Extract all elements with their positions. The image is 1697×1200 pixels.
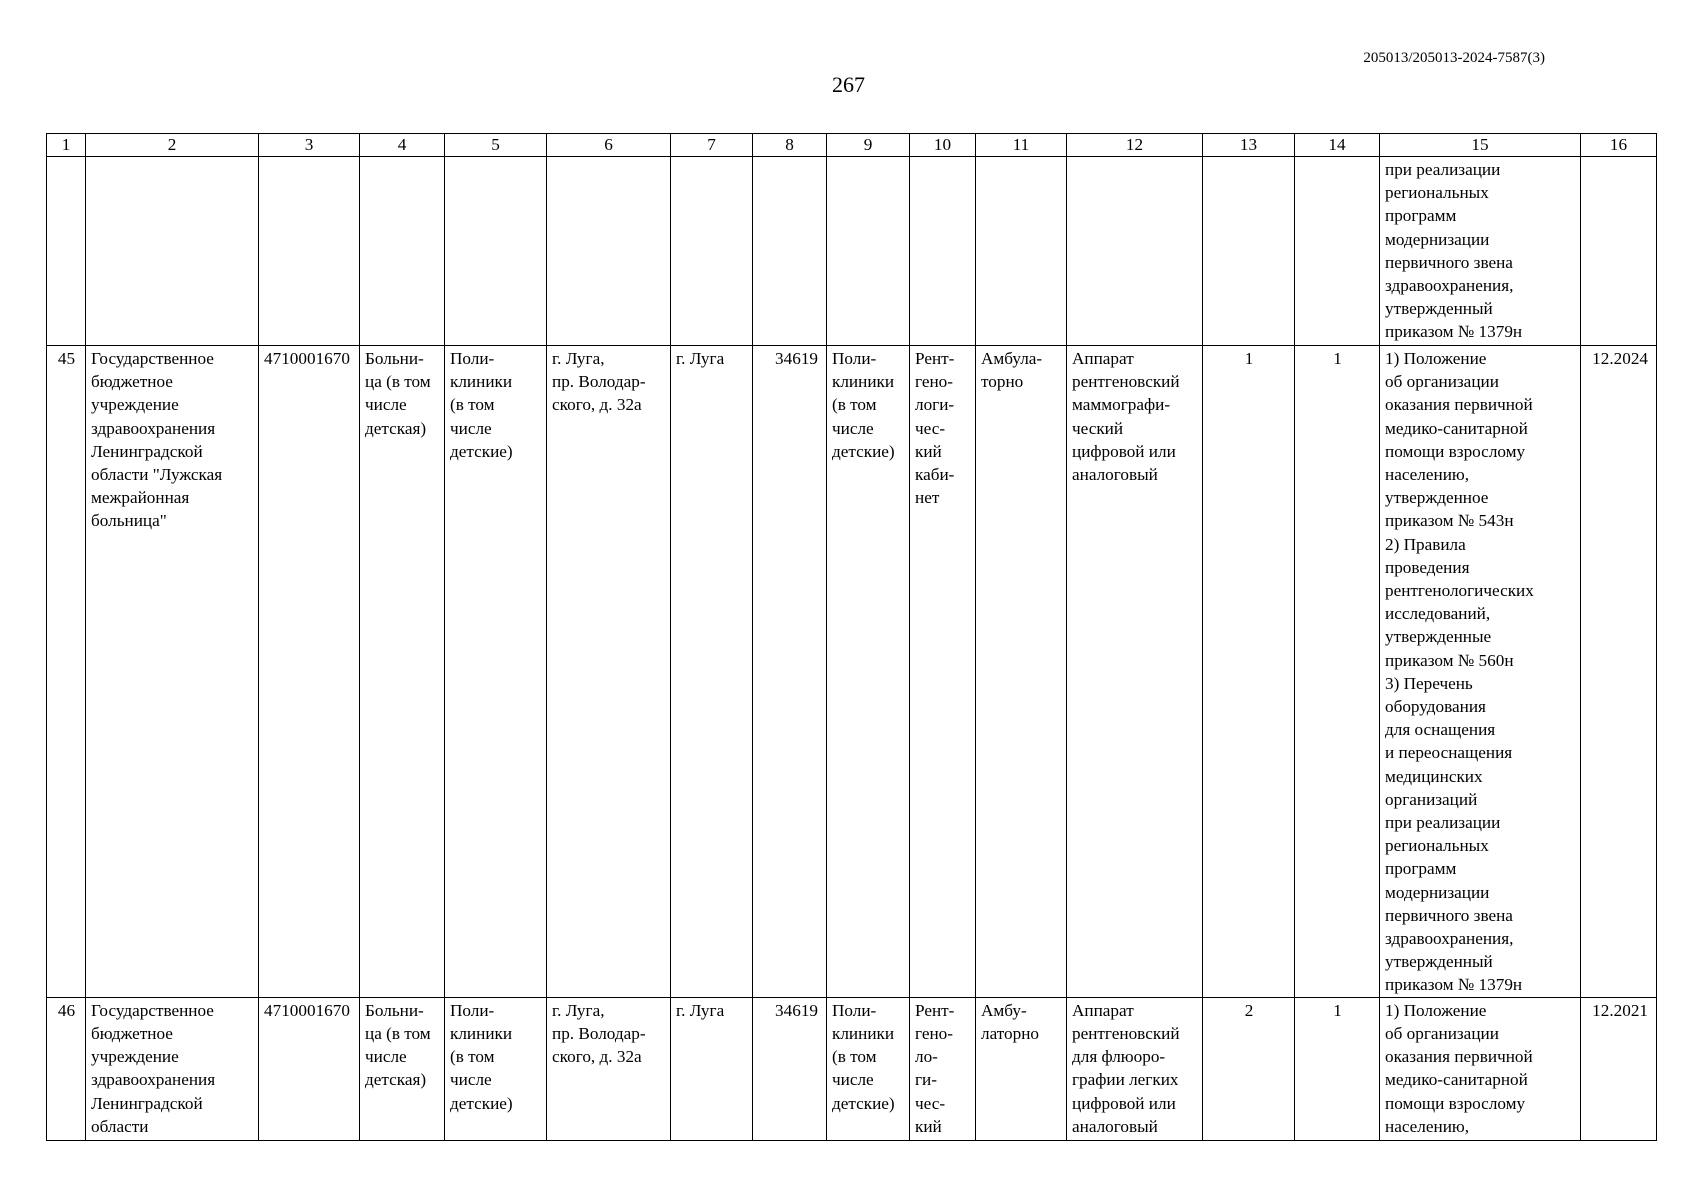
- date-cell: 12.2024: [1581, 346, 1657, 998]
- table-cell: [1203, 157, 1295, 346]
- column-number: 8: [753, 134, 827, 157]
- locality-cell: г. Луга: [671, 346, 753, 998]
- regulatory-basis-cell: 1) Положение об организации оказания первичной медико-санитарной помощи взрослому населению, утвержденное приказом № 543н 2) Правила проведения рентгенологических исследований, утвержденные приказом № 560н 3) Перечень оборудования для оснащения и переоснащения медицинских организаций при реализации региональных программ модернизации первичного звена здравоохранения, утвержденный приказом № 1379н: [1380, 346, 1581, 998]
- organization-type-cell: Больни- ца (в том числе детская): [360, 346, 445, 998]
- column-number: 12: [1067, 134, 1203, 157]
- quantity-cell: 2: [1203, 997, 1295, 1140]
- table-cell: [671, 157, 753, 346]
- table-cell: [1295, 157, 1380, 346]
- column-number: 16: [1581, 134, 1657, 157]
- locality-cell: г. Луга: [671, 997, 753, 1140]
- care-conditions-cell: Амбула- торно: [976, 346, 1067, 998]
- column-number: 14: [1295, 134, 1380, 157]
- table-cell: [259, 157, 360, 346]
- organization-name-cell: Государственное бюджетное учреждение здравоохранения Ленинградской области: [86, 997, 259, 1140]
- column-number: 7: [671, 134, 753, 157]
- table-cell: [910, 157, 976, 346]
- column-number: 6: [547, 134, 671, 157]
- inn-cell: 4710001670: [259, 997, 360, 1140]
- table-cell: [547, 157, 671, 346]
- table-cell: [360, 157, 445, 346]
- table-cell: [47, 157, 86, 346]
- division-type-cell: Поли- клиники (в том числе детские): [445, 346, 547, 998]
- cabinet-cell: Рент- гено- логи- чес- кий каби- нет: [910, 346, 976, 998]
- unit-type-cell: Поли- клиники (в том числе детские): [827, 997, 910, 1140]
- table-cell: [753, 157, 827, 346]
- column-number-row: [47, 134, 1657, 157]
- table-cell: [445, 157, 547, 346]
- table-cell: [1581, 157, 1657, 346]
- table-cell: [976, 157, 1067, 346]
- row-number-cell: 45: [47, 346, 86, 998]
- quantity-cell: 1: [1295, 346, 1380, 998]
- column-number: 3: [259, 134, 360, 157]
- table-cell: [86, 157, 259, 346]
- table-row: [47, 346, 1657, 998]
- division-type-cell: Поли- клиники (в том числе детские): [445, 997, 547, 1140]
- register-table: [46, 133, 1657, 1141]
- column-number: 9: [827, 134, 910, 157]
- table-cell: [827, 157, 910, 346]
- column-number: 5: [445, 134, 547, 157]
- table-row: [47, 997, 1657, 1140]
- column-number: 4: [360, 134, 445, 157]
- date-cell: 12.2021: [1581, 997, 1657, 1140]
- column-number: 2: [86, 134, 259, 157]
- population-cell: 34619: [753, 997, 827, 1140]
- page-number: 267: [832, 72, 865, 97]
- equipment-cell: Аппарат рентгеновский для флюоро- графии легких цифровой или аналоговый: [1067, 997, 1203, 1140]
- organization-name-cell: Государственное бюджетное учреждение здравоохранения Ленинградской области "Лужская межрайонная больница": [86, 346, 259, 998]
- address-cell: г. Луга, пр. Володар- ского, д. 32а: [547, 997, 671, 1140]
- table-cell: [1067, 157, 1203, 346]
- column-number: 11: [976, 134, 1067, 157]
- unit-type-cell: Поли- клиники (в том числе детские): [827, 346, 910, 998]
- column-number: 15: [1380, 134, 1581, 157]
- regulatory-basis-cell: при реализации региональных программ модернизации первичного звена здравоохранения, утвержденный приказом № 1379н: [1380, 157, 1581, 346]
- column-number: 10: [910, 134, 976, 157]
- care-conditions-cell: Амбу- латорно: [976, 997, 1067, 1140]
- row-number-cell: 46: [47, 997, 86, 1140]
- equipment-cell: Аппарат рентгеновский маммографи- ческий цифровой или аналоговый: [1067, 346, 1203, 998]
- regulatory-basis-cell: 1) Положение об организации оказания первичной медико-санитарной помощи взрослому населению,: [1380, 997, 1581, 1140]
- address-cell: г. Луга, пр. Володар- ского, д. 32а: [547, 346, 671, 998]
- organization-type-cell: Больни- ца (в том числе детская): [360, 997, 445, 1140]
- column-number: 13: [1203, 134, 1295, 157]
- inn-cell: 4710001670: [259, 346, 360, 998]
- table-row-continuation: [47, 157, 1657, 346]
- quantity-cell: 1: [1295, 997, 1380, 1140]
- cabinet-cell: Рент- гено- ло- ги- чес- кий: [910, 997, 976, 1140]
- population-cell: 34619: [753, 346, 827, 998]
- quantity-cell: 1: [1203, 346, 1295, 998]
- column-number: 1: [47, 134, 86, 157]
- document-code: 205013/205013-2024-7587(3): [1363, 50, 1545, 66]
